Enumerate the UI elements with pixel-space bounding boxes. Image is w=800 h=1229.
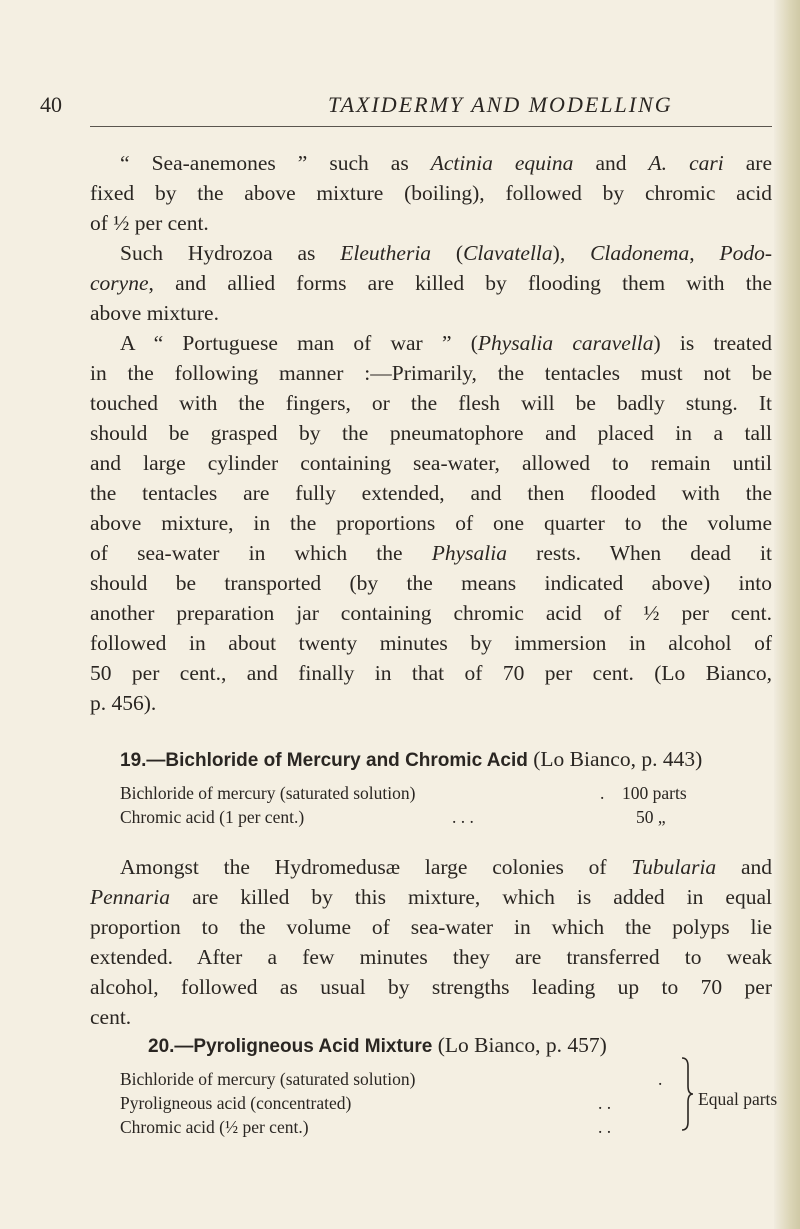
page-edge <box>774 0 800 1229</box>
section-19-ingredient-2: Chromic acid (1 per cent.) <box>120 807 305 827</box>
paragraph-3-line-9: should be transported (by the means indicated above) into <box>90 571 772 595</box>
paragraph-4-line-6: cent. <box>90 1005 132 1029</box>
paragraph-3-line-5: and large cylinder containing sea-water, allowed to remain until <box>90 451 772 475</box>
paragraph-4-line-1: Amongst the Hydromedusæ large colonies of Tubularia and <box>120 855 773 879</box>
section-19-amount-2: 50 „ <box>636 807 666 827</box>
paragraph-3-line-13: p. 456). <box>90 691 157 715</box>
section-20-dots-3: . . <box>598 1117 612 1137</box>
paragraph-3-line-1: A “ Portuguese man of war ” (Physalia caravella) is treated <box>120 331 772 355</box>
section-20-dots-1: . <box>658 1069 663 1089</box>
paragraph-4-line-4: extended. After a few minutes they are transferred to weak <box>90 945 772 969</box>
paragraph-2-line-2: coryne, and allied forms are killed by flooding them with the <box>90 271 772 295</box>
section-20-ingredient-3: Chromic acid (½ per cent.) <box>120 1117 309 1137</box>
section-20-heading: 20.—Pyroligneous Acid Mixture (Lo Bianco, p. 457) <box>148 1033 607 1057</box>
paragraph-3-line-7: above mixture, in the proportions of one quarter to the volume <box>90 511 772 535</box>
paragraph-4-line-2: Pennaria are killed by this mixture, which is added in equal <box>90 885 772 909</box>
paragraph-3-line-2: in the following manner :—Primarily, the tentacles must not be <box>90 361 772 385</box>
curly-brace-icon <box>680 1056 694 1132</box>
paragraph-4-line-5: alcohol, followed as usual by strengths leading up to 70 per <box>90 975 772 999</box>
paragraph-2-line-3: above mixture. <box>90 301 219 325</box>
section-19-dots-2: . . . <box>452 807 474 827</box>
paragraph-3-line-12: 50 per cent., and finally in that of 70 per cent. (Lo Bianco, <box>90 661 772 685</box>
section-20-amount: Equal parts <box>698 1089 778 1109</box>
page-number: 40 <box>40 92 62 117</box>
section-19-amount-1: 100 parts <box>622 783 687 803</box>
paragraph-3-line-11: followed in about twenty minutes by immersion in alcohol of <box>90 631 772 655</box>
paragraph-3-line-10: another preparation jar containing chromic acid of ½ per cent. <box>90 601 772 625</box>
paragraph-4-line-3: proportion to the volume of sea-water in which the polyps lie <box>90 915 772 939</box>
running-title: TAXIDERMY AND MODELLING <box>328 92 673 117</box>
paragraph-1-line-1: “ Sea-anemones ” such as Actinia equina and A. cari are <box>120 151 772 175</box>
header-rule <box>90 126 772 127</box>
section-19-ingredient-1: Bichloride of mercury (saturated solution) <box>120 783 416 803</box>
paragraph-3-line-3: touched with the fingers, or the flesh will be badly stung. It <box>90 391 772 415</box>
section-19-dots-1: . <box>600 783 605 803</box>
section-20-ingredient-2: Pyroligneous acid (concentrated) <box>120 1093 352 1113</box>
section-20-ingredient-1: Bichloride of mercury (saturated solution) <box>120 1069 416 1089</box>
section-19-heading: 19.—Bichloride of Mercury and Chromic Acid (Lo Bianco, p. 443) <box>120 747 703 771</box>
paragraph-3-line-6: the tentacles are fully extended, and then flooded with the <box>90 481 772 505</box>
paragraph-3-line-4: should be grasped by the pneumatophore and placed in a tall <box>90 421 772 445</box>
section-20-dots-2: . . <box>598 1093 612 1113</box>
paragraph-2-line-1: Such Hydrozoa as Eleutheria (Clavatella), Cladonema, Podo- <box>120 241 772 265</box>
paragraph-1-line-2: fixed by the above mixture (boiling), followed by chromic acid <box>90 181 772 205</box>
paragraph-3-line-8: of sea-water in which the Physalia rests. When dead it <box>90 541 772 565</box>
paragraph-1-line-3: of ½ per cent. <box>90 211 209 235</box>
